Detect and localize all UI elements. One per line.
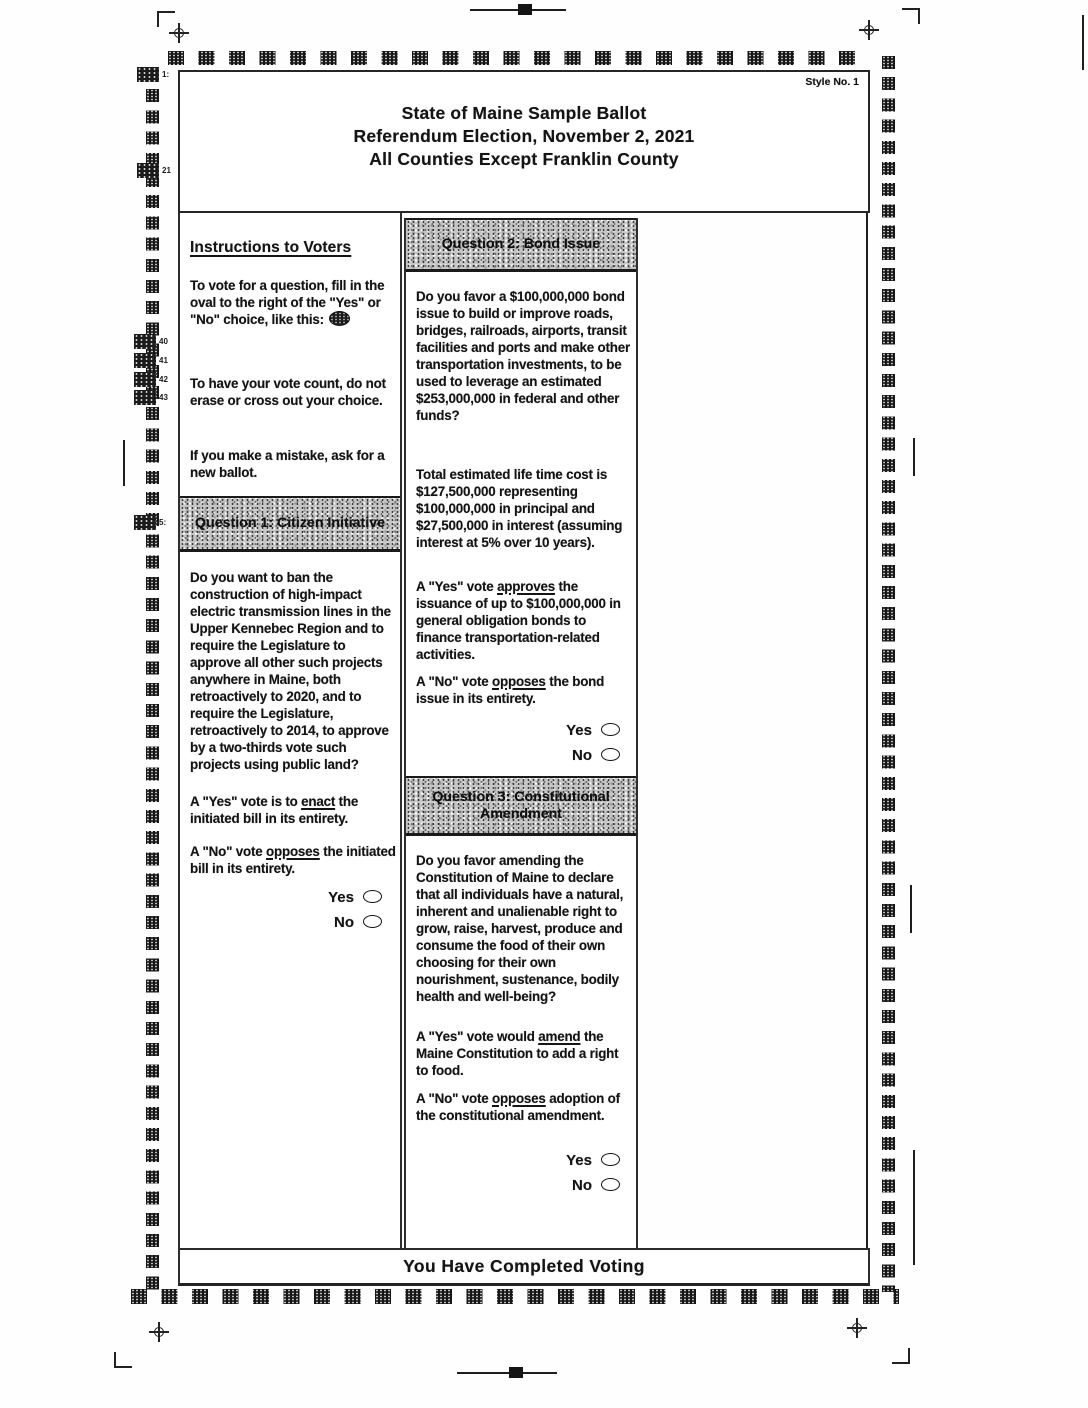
question2-yes-note: A "Yes" vote approves the issuance of up to $100,000,000 in general obligation bonds to finance transportation-related activities. <box>416 579 621 662</box>
scan-artifact-line <box>910 885 912 933</box>
crosshair-top-right-icon <box>863 24 875 36</box>
question3-vote-options <box>566 1148 620 1198</box>
column-question2-question3 <box>404 218 638 1248</box>
corner-bracket-top-left-icon <box>157 11 175 27</box>
title-line-1: State of Maine Sample Ballot <box>401 103 647 123</box>
margin-label: 21 <box>162 166 171 175</box>
q1-no-label: No <box>334 914 354 931</box>
center-registration-mark-bottom <box>509 1367 523 1378</box>
wide-timing-mark <box>137 163 159 178</box>
timing-marks-right <box>882 56 895 1292</box>
crosshair-bottom-left-icon <box>153 1326 165 1338</box>
wide-timing-mark <box>134 353 156 368</box>
timing-marks-left <box>146 68 159 1292</box>
question2-header: Question 2: Bond Issue <box>406 218 636 272</box>
question3-header: Question 3: Constitutional Amendment <box>406 776 636 836</box>
scan-artifact-line <box>913 1150 915 1265</box>
corner-bracket-bottom-left-icon <box>114 1352 132 1368</box>
corner-bracket-top-right-icon <box>902 8 920 24</box>
q3-yes-row <box>566 1148 620 1173</box>
column-instructions-question1 <box>178 213 402 1248</box>
q1-yes-label: Yes <box>328 889 354 906</box>
q3-no-row <box>566 1173 620 1198</box>
wide-timing-mark <box>134 372 156 387</box>
q1-yes-oval[interactable] <box>363 890 382 903</box>
timing-marks-top <box>168 51 858 65</box>
question3-body: Do you favor amending the Constitution of Maine to declare that all individuals have a natural, inherent and unalienable right to grow, raise, harvest, produce and consume the food of their own choosing for their own nourishment, sustenance, bodily health and well-being? <box>416 853 624 1004</box>
q3-yes-label: Yes <box>566 1152 592 1169</box>
footer-title: You Have Completed Voting <box>403 1256 645 1276</box>
q2-no-row <box>566 743 620 768</box>
question1-vote-options <box>328 885 382 935</box>
question1-yes-note: A "Yes" vote is to enact the initiated bill in its entirety. <box>190 794 359 826</box>
title-line-2: Referendum Election, November 2, 2021 <box>353 126 695 146</box>
instructions-count-text: To have your vote count, do not erase or cross out your choice. <box>190 376 386 408</box>
corner-bracket-bottom-right-icon <box>892 1348 910 1364</box>
instructions-mistake-text: If you make a mistake, ask for a new ballot. <box>190 448 385 480</box>
margin-label: 5: <box>159 518 167 527</box>
wide-timing-mark <box>134 390 156 405</box>
question1-body: Do you want to ban the construction of high-impact electric transmission lines in the Upper Kennebec Region and to require the Legislature to approve all other such projects anywhere in Maine, both retroactively to 2020, and to require the Legislature, retroactively to 2014, to approve by a two-thirds vote such projects using public land? <box>190 570 391 772</box>
margin-label: 1: <box>162 70 170 79</box>
q2-yes-oval[interactable] <box>601 723 620 736</box>
center-bottom-line <box>457 1372 557 1374</box>
q2-no-label: No <box>572 747 592 764</box>
q2-yes-label: Yes <box>566 722 592 739</box>
ballot-title <box>180 102 868 171</box>
center-registration-mark-top <box>518 4 532 15</box>
margin-label: 41 <box>159 356 168 365</box>
crosshair-bottom-right-icon <box>851 1322 863 1334</box>
q1-no-oval[interactable] <box>363 915 382 928</box>
question2-total-cost: Total estimated life time cost is $127,500,000 representing $100,000,000 in principal and $27,500,000 in interest (assuming interest at 5% over 10 years). <box>416 467 623 550</box>
instructions-fill-text: To vote for a question, fill in the oval to the right of the "Yes" or "No" choice, like this: <box>190 278 385 327</box>
q2-yes-row <box>566 718 620 743</box>
style-no-label: Style No. 1 <box>805 76 859 88</box>
footer-bar <box>178 1248 870 1286</box>
wide-timing-mark <box>134 334 156 349</box>
question2-no-note: A "No" vote opposes the bond issue in its entirety. <box>416 674 605 706</box>
q3-yes-oval[interactable] <box>601 1153 620 1166</box>
wide-timing-mark <box>134 515 156 530</box>
scan-artifact-line <box>1082 15 1084 70</box>
margin-label: 40 <box>159 337 168 346</box>
q1-yes-row <box>328 885 382 910</box>
question3-yes-note: A "Yes" vote would amend the Maine Constitution to add a right to food. <box>416 1029 619 1078</box>
ballot-header-box <box>178 70 870 213</box>
title-line-3: All Counties Except Franklin County <box>369 149 679 169</box>
crosshair-top-left-icon <box>173 27 185 39</box>
timing-marks-bottom <box>131 1289 899 1304</box>
q3-no-oval[interactable] <box>601 1178 620 1191</box>
question2-vote-options <box>566 718 620 768</box>
example-filled-oval-icon <box>329 311 350 326</box>
scan-artifact-line <box>123 440 125 486</box>
q2-no-oval[interactable] <box>601 748 620 761</box>
wide-timing-mark <box>137 67 159 82</box>
question2-body: Do you favor a $100,000,000 bond issue to build or improve roads, bridges, railroads, airports, transit facilities and ports and make other transportation investments, to be used to leverage an estimated $253,000,000 in federal and other funds? <box>416 289 631 423</box>
margin-label: 42 <box>159 375 168 384</box>
q3-no-label: No <box>572 1177 592 1194</box>
question1-no-note: A "No" vote opposes the initiated bill in its entirety. <box>190 844 396 876</box>
instructions-heading: Instructions to Voters <box>190 239 352 256</box>
question1-header: Question 1: Citizen Initiative <box>180 496 400 552</box>
scan-artifact-line <box>913 438 915 476</box>
question3-no-note: A "No" vote opposes adoption of the constitutional amendment. <box>416 1091 620 1123</box>
margin-label: 43 <box>159 393 168 402</box>
q1-no-row <box>328 910 382 935</box>
ballot-right-border <box>866 213 868 1248</box>
